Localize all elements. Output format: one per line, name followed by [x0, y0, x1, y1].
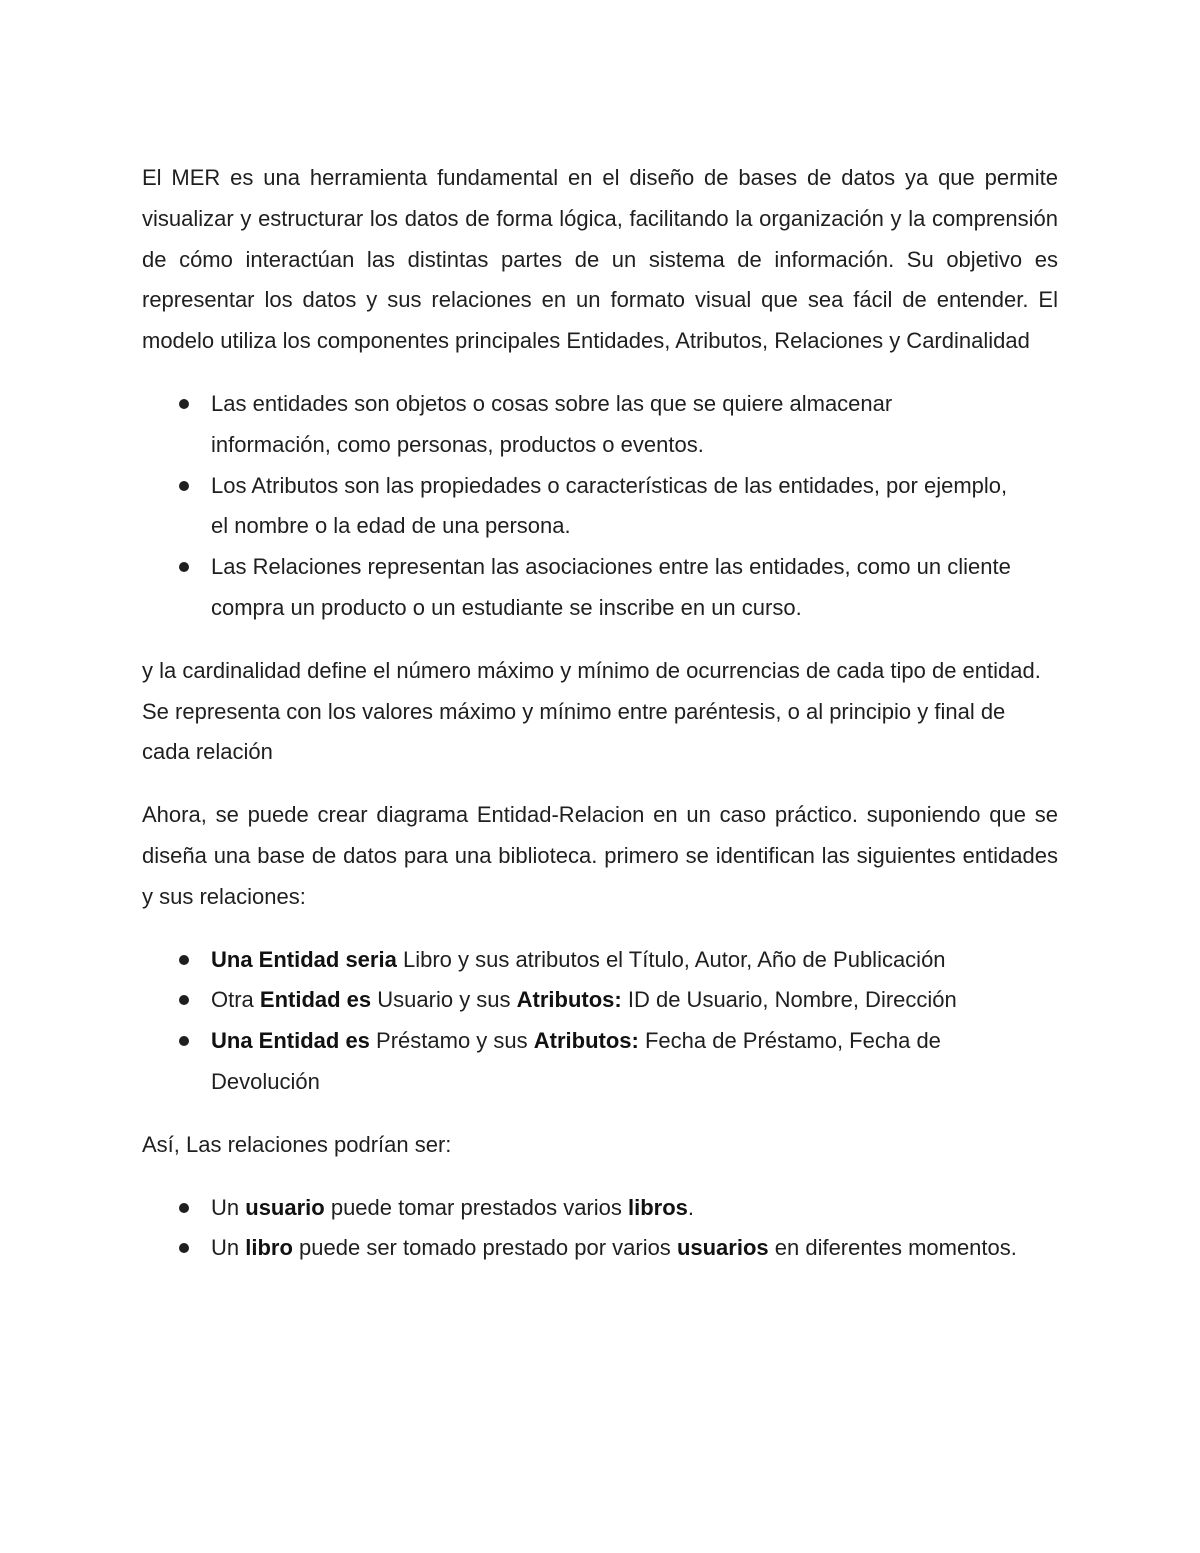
- plain-text: ID de Usuario, Nombre, Dirección: [621, 987, 957, 1013]
- cardinality-paragraph: y la cardinalidad define el número máximo y mínimo de ocurrencias de cada tipo de entidad. Se representa con los valores máximo y mínimo entre paréntesis, o al principio y final de cada relación: [142, 657, 1041, 765]
- list-item-text: [211, 1021, 1058, 1103]
- list-item: [142, 1021, 1058, 1103]
- list-item: [142, 1188, 1058, 1229]
- bullet-icon: [179, 1036, 189, 1046]
- plain-text: Préstamo y sus: [369, 1028, 534, 1054]
- bold-term: libro: [245, 1235, 293, 1261]
- bold-term: Atributos:: [533, 1028, 639, 1054]
- plain-text: Un: [211, 1194, 246, 1220]
- bullet-icon: [179, 562, 189, 572]
- plain-text: Usuario y sus: [371, 987, 517, 1013]
- list-item-text: [211, 1228, 1058, 1269]
- list-item: [142, 1228, 1058, 1269]
- list-item-text: [211, 940, 1058, 981]
- bold-term: usuarios: [676, 1235, 769, 1261]
- list-item: [142, 384, 1058, 466]
- list-item-text: [211, 1188, 1058, 1229]
- components-list: [142, 384, 1058, 629]
- list-item-text: Las entidades son objetos o cosas sobre las que se quiere almacenar información, como personas, productos o eventos.: [211, 390, 893, 457]
- list-item: [142, 980, 1058, 1021]
- bold-term: Una Entidad seria: [211, 946, 397, 972]
- list-item: [142, 940, 1058, 981]
- bullet-icon: [179, 399, 189, 409]
- list-item-text: Los Atributos son las propiedades o características de las entidades, por ejemplo, el nombre o la edad de una persona.: [211, 472, 1008, 539]
- bold-term: Una Entidad es: [211, 1028, 370, 1054]
- intro-paragraph: El MER es una herramienta fundamental en el diseño de bases de datos ya que permite visualizar y estructurar los datos de forma lógica, facilitando la organización y la comprensión de cómo interactúan las distintas partes de un sistema de información. Su objetivo es representar los datos y sus relaciones en un formato visual que sea fácil de entender. El modelo utiliza los componentes principales Entidades, Atributos, Relaciones y Cardinalidad: [142, 165, 1058, 354]
- entities-list: [142, 940, 1058, 1103]
- bold-term: usuario: [245, 1194, 325, 1220]
- list-item: [142, 547, 1058, 629]
- bold-term: Atributos:: [516, 987, 622, 1013]
- list-item-text: Las Relaciones representan las asociaciones entre las entidades, como un cliente compra un producto o un estudiante se inscribe en un curso.: [211, 554, 1011, 620]
- bullet-icon: [179, 995, 189, 1005]
- list-item-text: [211, 980, 1058, 1021]
- relations-list: [142, 1188, 1058, 1270]
- relations-intro-paragraph: Así, Las relaciones podrían ser:: [142, 1131, 452, 1157]
- bullet-icon: [179, 1203, 189, 1213]
- bullet-icon: [179, 955, 189, 965]
- list-item: [142, 466, 1058, 548]
- plain-text: Un: [211, 1235, 246, 1261]
- plain-text: puede tomar prestados varios: [324, 1194, 628, 1220]
- bullet-icon: [179, 481, 189, 491]
- plain-text: Libro y sus atributos el Título, Autor, Año de Publicación: [396, 946, 946, 972]
- document-body: [142, 158, 1058, 1291]
- plain-text: .: [687, 1194, 695, 1220]
- plain-text: puede ser tomado prestado por varios: [292, 1235, 677, 1261]
- plain-text: en diferentes momentos.: [768, 1235, 1017, 1261]
- plain-text: Otra: [211, 987, 260, 1013]
- bullet-icon: [179, 1243, 189, 1253]
- example-intro-paragraph: Ahora, se puede crear diagrama Entidad-Relacion en un caso práctico. suponiendo que se diseña una base de datos para una biblioteca. primero se identifican las siguientes entidades y sus relaciones:: [142, 802, 1058, 909]
- bold-term: libros: [628, 1194, 688, 1220]
- bold-term: Entidad es: [259, 987, 372, 1013]
- plain-text: Fecha de Préstamo, Fecha de Devolución: [211, 1028, 941, 1094]
